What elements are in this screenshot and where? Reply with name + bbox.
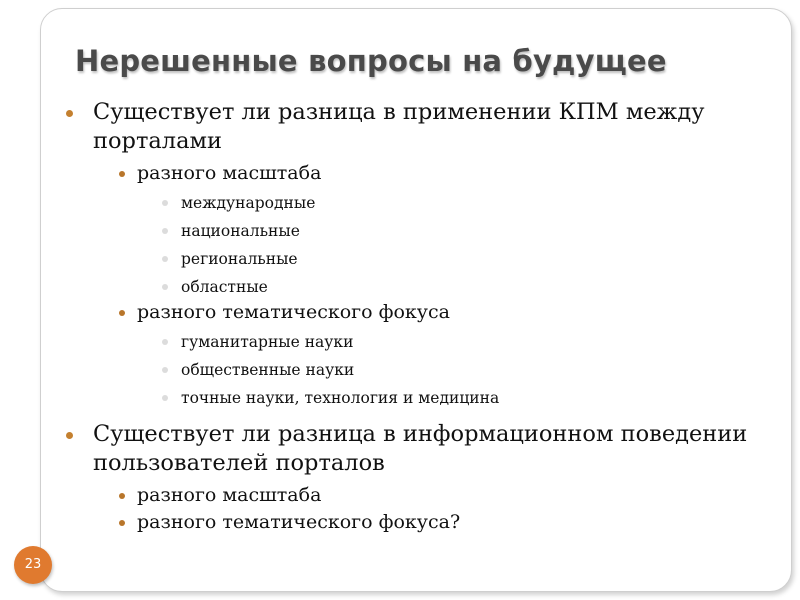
list-item-text: общественные науки: [181, 361, 355, 379]
bullet-icon: [162, 367, 168, 373]
list-item: [60, 420, 780, 534]
bullet-icon: [162, 256, 168, 262]
sub-list: [137, 193, 780, 297]
sub-list: [137, 332, 780, 408]
list-item: [115, 511, 780, 534]
bullet-icon: [66, 110, 73, 117]
list-item: [159, 193, 780, 213]
list-item: [60, 98, 780, 408]
list-item: [115, 484, 780, 507]
bullet-icon: [162, 228, 168, 234]
bullet-icon: [119, 310, 125, 316]
bullet-icon: [162, 395, 168, 401]
bullet-icon: [162, 339, 168, 345]
list-item-text: гуманитарные науки: [181, 333, 354, 351]
list-item-text: региональные: [181, 250, 298, 268]
list-item-text: национальные: [181, 222, 300, 240]
slide-number-badge: 23: [14, 546, 52, 584]
list-item-text: международные: [181, 194, 316, 212]
list-item: [159, 277, 780, 297]
bullet-list: [60, 98, 780, 534]
list-item-text: точные науки, технология и медицина: [181, 389, 500, 407]
list-item-text: Существует ли разница в информационном поведении пользователей порталов: [93, 421, 748, 476]
list-item-text: разного тематического фокуса: [137, 301, 450, 323]
bullet-icon: [66, 432, 73, 439]
list-item: [115, 301, 780, 408]
bullet-icon: [162, 284, 168, 290]
list-item-text: разного масштаба: [137, 484, 322, 506]
sub-list: [93, 162, 780, 408]
bullet-icon: [162, 200, 168, 206]
list-item: [159, 249, 780, 269]
slide-content: [60, 98, 780, 540]
list-item-text: Существует ли разница в применении КПМ между порталами: [93, 99, 705, 154]
list-item: [159, 221, 780, 241]
list-item: [115, 162, 780, 297]
list-item: [159, 332, 780, 352]
list-item: [159, 360, 780, 380]
slide-title: Нерешенные вопросы на будущее: [75, 44, 667, 78]
bullet-icon: [119, 493, 125, 499]
list-item: [159, 388, 780, 408]
bullet-icon: [119, 171, 125, 177]
list-item-text: разного тематического фокуса?: [137, 511, 461, 533]
list-item-text: разного масштаба: [137, 162, 322, 184]
sub-list: [93, 484, 780, 534]
list-item-text: областные: [181, 278, 268, 296]
bullet-icon: [119, 520, 125, 526]
